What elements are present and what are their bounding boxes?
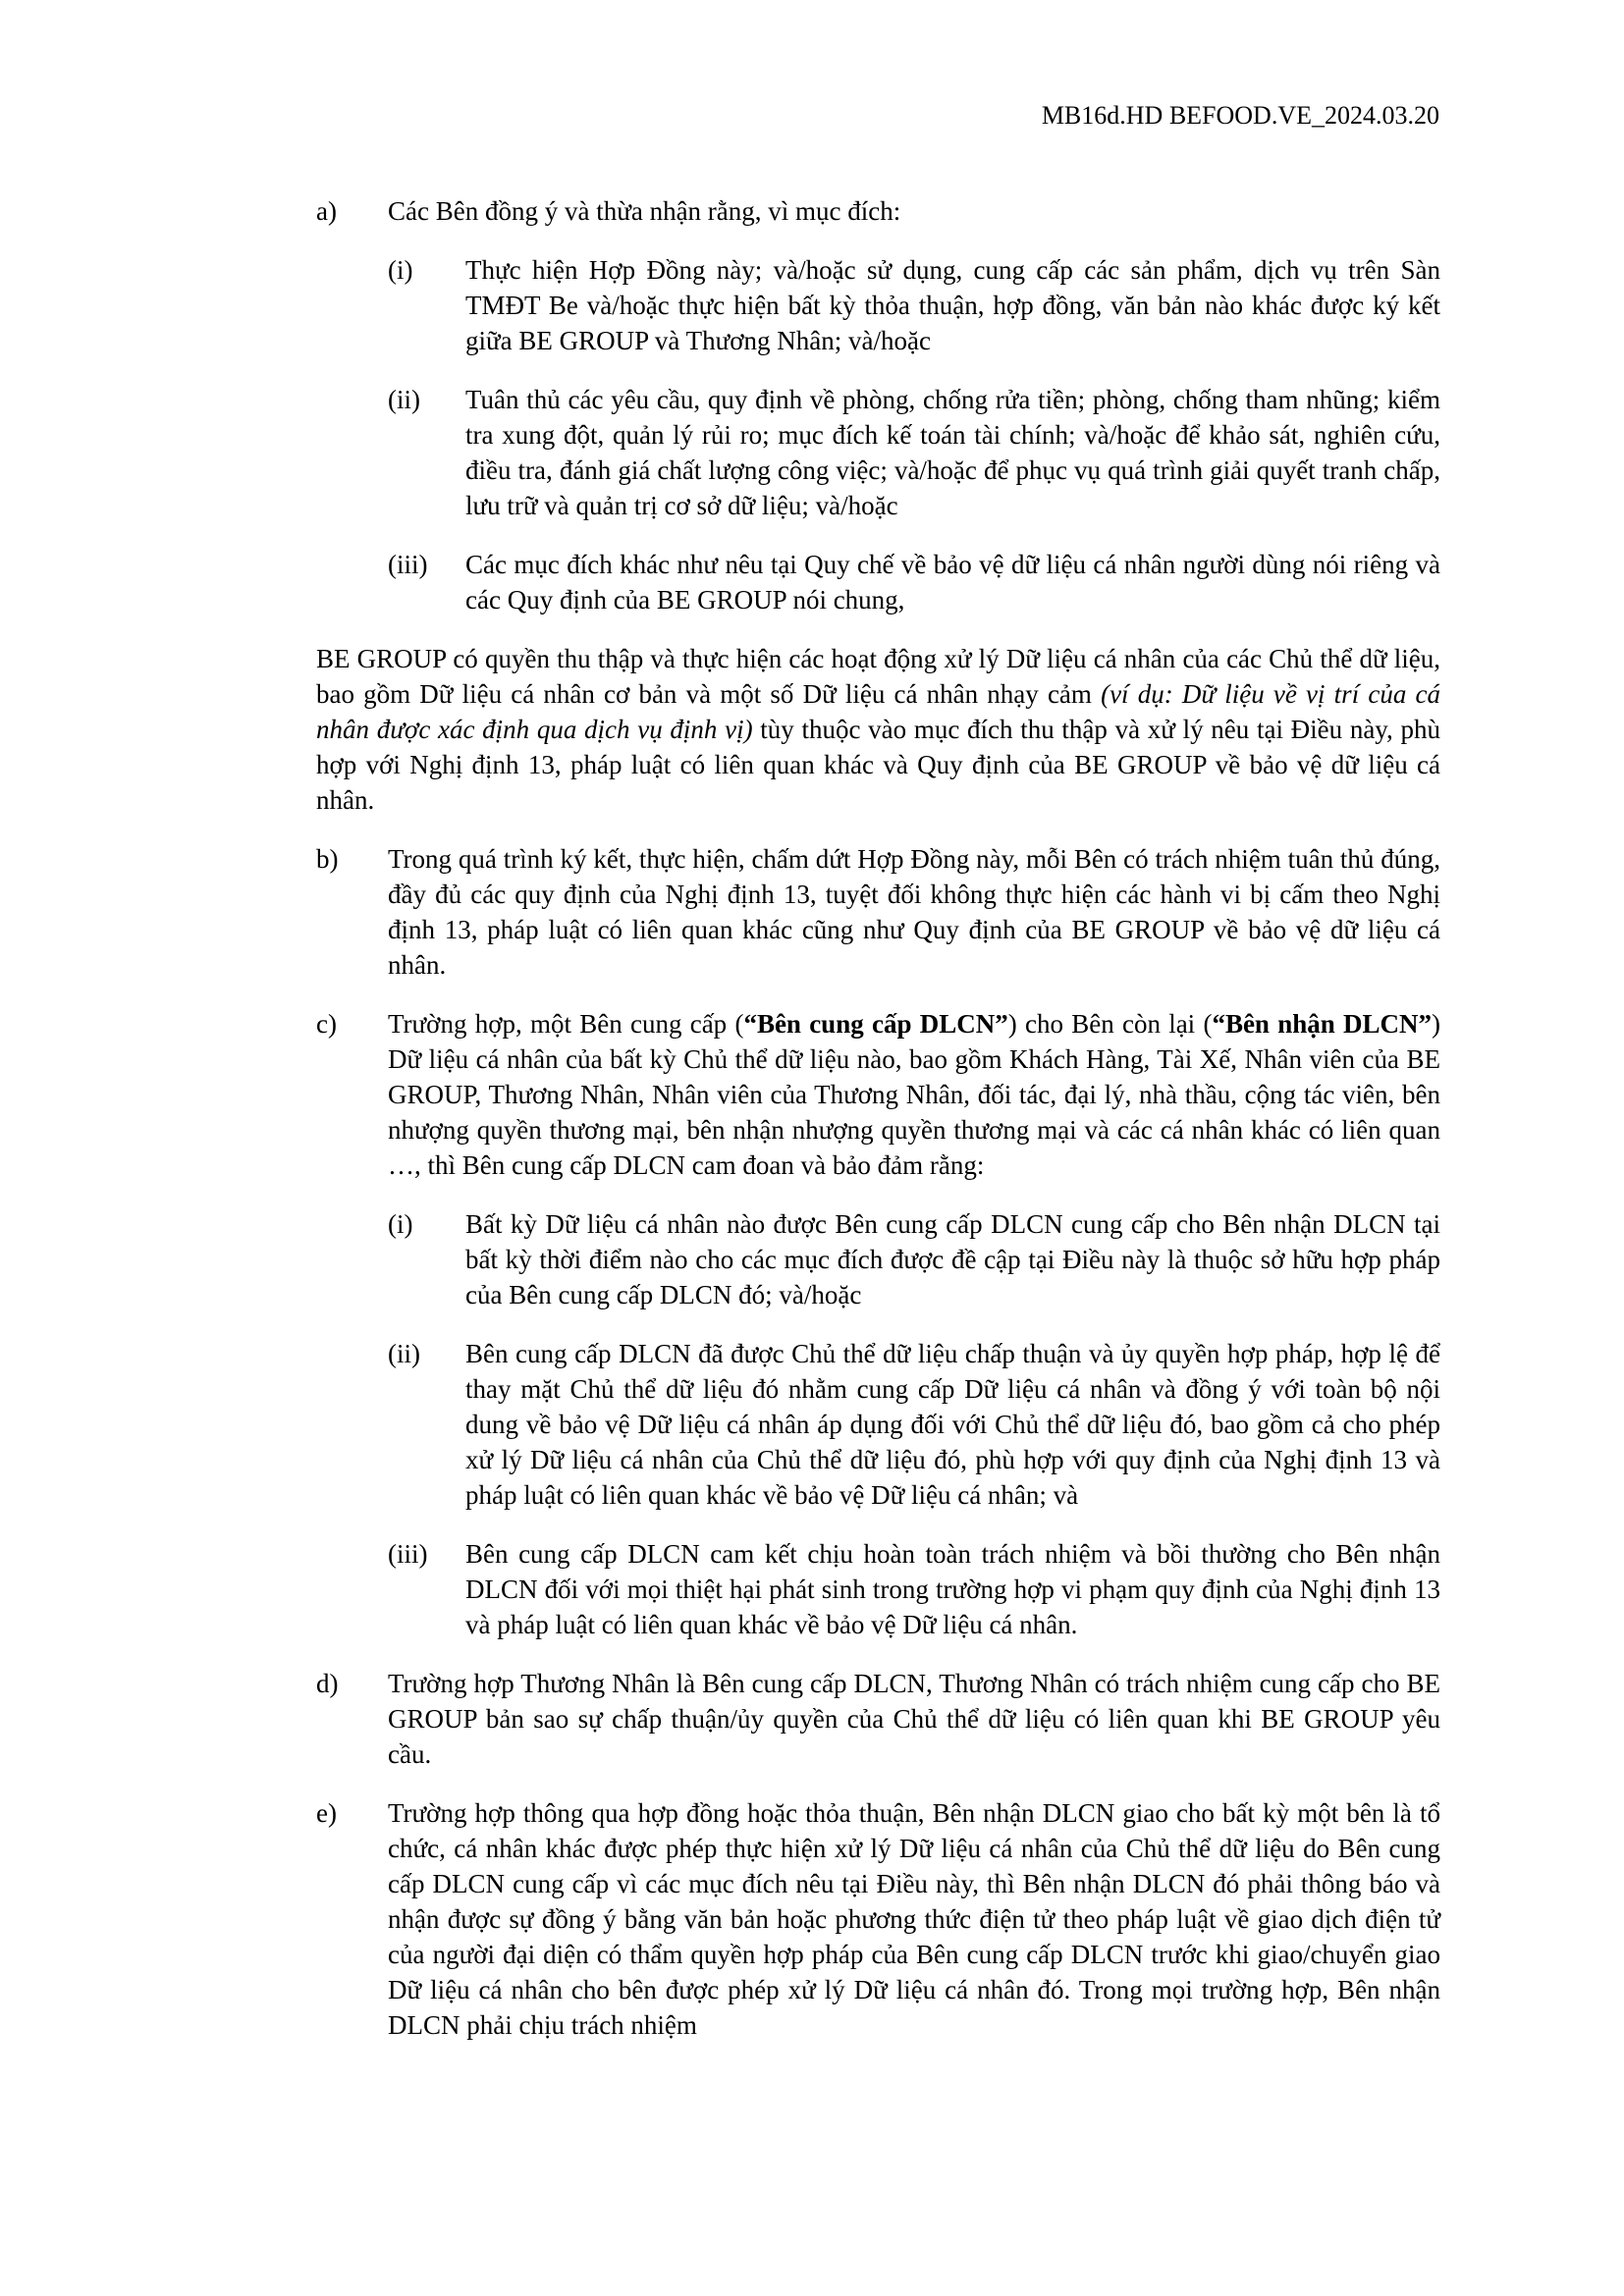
subclause-c-i bbox=[388, 1206, 1440, 1312]
subclause-label: (ii) bbox=[388, 1339, 420, 1368]
clause-text: Trường hợp, một Bên cung cấp (“Bên cung cấp DLCN”) cho Bên còn lại (“Bên nhận DLCN”) Dữ liệu cá nhân của bất kỳ Chủ thể dữ liệu nào, bao gồm Khách Hàng, Tài Xế, Nhân viên của BE GROUP, Thương Nhân, Nhân viên của Thương Nhân, đối tác, đại lý, nhà thầu, cộng tác viên, bên nhượng quyền thương mại, bên nhận nhượng quyền thương mại và các cá nhân khác có liên quan …, thì Bên cung cấp DLCN cam đoan và bảo đảm rằng: bbox=[388, 1009, 1441, 1180]
subclause-a-iii bbox=[388, 547, 1440, 617]
clause-label: b) bbox=[316, 844, 339, 874]
clause-label: c) bbox=[316, 1009, 337, 1039]
clause-label: a) bbox=[316, 196, 337, 226]
clause-a-paragraph: BE GROUP có quyền thu thập và thực hiện các hoạt động xử lý Dữ liệu cá nhân của các Chủ thể dữ liệu, bao gồm Dữ liệu cá nhân cơ bản và một số Dữ liệu cá nhân nhạy cảm (ví dụ: Dữ liệu về vị trí của cá nhân được xác định qua dịch vụ định vị) tùy thuộc vào mục đích thu thập và xử lý nêu tại Điều này, phù hợp với Nghị định 13, pháp luật có liên quan khác và Quy định của BE GROUP về bảo vệ dữ liệu cá nhân. bbox=[316, 644, 1440, 815]
subclause-label: (iii) bbox=[388, 1539, 428, 1569]
clause-text: Trường hợp Thương Nhân là Bên cung cấp DLCN, Thương Nhân có trách nhiệm cung cấp cho BE GROUP bản sao sự chấp thuận/ủy quyền của Chủ thể dữ liệu có liên quan khi BE GROUP yêu cầu. bbox=[388, 1669, 1440, 1769]
clause-d bbox=[316, 1666, 1440, 1772]
clause-label: d) bbox=[316, 1669, 339, 1698]
subclause-c-iii bbox=[388, 1536, 1440, 1642]
clause-e bbox=[316, 1795, 1440, 2043]
subclause-text: Tuân thủ các yêu cầu, quy định về phòng, chống rửa tiền; phòng, chống tham nhũng; kiểm tra xung đột, quản lý rủi ro; mục đích kế toán tài chính; và/hoặc để khảo sát, nghiên cứu, điều tra, đánh giá chất lượng công việc; và/hoặc để phục vụ quá trình giải quyết tranh chấp, lưu trữ và quản trị cơ sở dữ liệu; và/hoặc bbox=[465, 385, 1440, 520]
clause-text: Trường hợp thông qua hợp đồng hoặc thỏa thuận, Bên nhận DLCN giao cho bất kỳ một bên là tổ chức, cá nhân khác được phép thực hiện xử lý Dữ liệu cá nhân của Chủ thể dữ liệu do Bên cung cấp DLCN cung cấp vì các mục đích nêu tại Điều này, thì Bên nhận DLCN đó phải thông báo và nhận được sự đồng ý bằng văn bản hoặc phương thức điện tử theo pháp luật về giao dịch điện tử của người đại diện có thẩm quyền hợp pháp của Bên cung cấp DLCN trước khi giao/chuyển giao Dữ liệu cá nhân cho bên được phép xử lý Dữ liệu cá nhân đó. Trong mọi trường hợp, Bên nhận DLCN phải chịu trách nhiệm bbox=[388, 1798, 1440, 2040]
subclause-text: Bên cung cấp DLCN đã được Chủ thể dữ liệu chấp thuận và ủy quyền hợp pháp, hợp lệ để thay mặt Chủ thể dữ liệu đó nhằm cung cấp Dữ liệu cá nhân và đồng ý với toàn bộ nội dung về bảo vệ Dữ liệu cá nhân áp dụng đối với Chủ thể dữ liệu đó, bao gồm cả cho phép xử lý Dữ liệu cá nhân của Chủ thể dữ liệu đó, phù hợp với quy định của Nghị định 13 và pháp luật có liên quan khác về bảo vệ Dữ liệu cá nhân; và bbox=[465, 1339, 1440, 1510]
clause-label: e) bbox=[316, 1798, 337, 1828]
example-note: (ví dụ: Dữ liệu về vị trí của cá nhân được xác định qua dịch vụ định vị) bbox=[316, 679, 1440, 744]
subclause-label: (ii) bbox=[388, 385, 420, 414]
defined-term: “Bên nhận DLCN” bbox=[1212, 1009, 1433, 1039]
document-body bbox=[316, 193, 1440, 2066]
document-code: MB16d.HD BEFOOD.VE_2024.03.20 bbox=[1041, 101, 1439, 130]
clause-a bbox=[316, 193, 1440, 617]
subclause-label: (i) bbox=[388, 255, 413, 285]
subclause-label: (i) bbox=[388, 1209, 413, 1239]
subclause-text: Bên cung cấp DLCN cam kết chịu hoàn toàn trách nhiệm và bồi thường cho Bên nhận DLCN đối với mọi thiệt hại phát sinh trong trường hợp vi phạm quy định của Nghị định 13 và pháp luật có liên quan khác về bảo vệ Dữ liệu cá nhân. bbox=[465, 1539, 1440, 1639]
subclause-text: Thực hiện Hợp Đồng này; và/hoặc sử dụng, cung cấp các sản phẩm, dịch vụ trên Sàn TMĐT Be và/hoặc thực hiện bất kỳ thỏa thuận, hợp đồng, văn bản nào khác được ký kết giữa BE GROUP và Thương Nhân; và/hoặc bbox=[465, 255, 1440, 355]
subclause-a-i bbox=[388, 252, 1440, 358]
subclause-label: (iii) bbox=[388, 550, 428, 579]
subclause-text: Bất kỳ Dữ liệu cá nhân nào được Bên cung cấp DLCN cung cấp cho Bên nhận DLCN tại bất kỳ thời điểm nào cho các mục đích được đề cập tại Điều này là thuộc sở hữu hợp pháp của Bên cung cấp DLCN đó; và/hoặc bbox=[465, 1209, 1440, 1309]
clause-b bbox=[316, 841, 1440, 983]
clause-text: Các Bên đồng ý và thừa nhận rằng, vì mục đích: bbox=[388, 196, 901, 226]
subclause-text: Các mục đích khác như nêu tại Quy chế về bảo vệ dữ liệu cá nhân người dùng nói riêng và các Quy định của BE GROUP nói chung, bbox=[465, 550, 1440, 614]
subclause-a-ii bbox=[388, 382, 1440, 523]
subclause-c-ii bbox=[388, 1336, 1440, 1513]
clause-text: Trong quá trình ký kết, thực hiện, chấm dứt Hợp Đồng này, mỗi Bên có trách nhiệm tuân thủ đúng, đầy đủ các quy định của Nghị định 13, tuyệt đối không thực hiện các hành vi bị cấm theo Nghị định 13, pháp luật có liên quan khác cũng như Quy định của BE GROUP về bảo vệ dữ liệu cá nhân. bbox=[388, 844, 1440, 980]
clause-c bbox=[316, 1006, 1440, 1642]
defined-term: “Bên cung cấp DLCN” bbox=[743, 1009, 1008, 1039]
